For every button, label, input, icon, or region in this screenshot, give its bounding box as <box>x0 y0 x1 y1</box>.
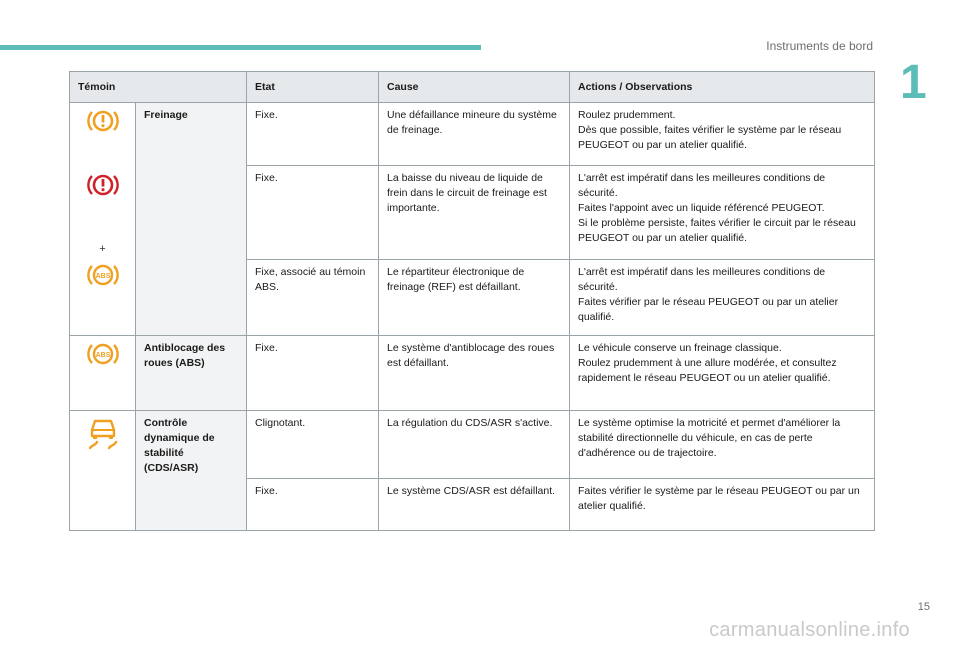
svg-text:ABS: ABS <box>95 273 110 280</box>
action-line: Dès que possible, faites vérifier le système par le réseau PEUGEOT ou par un atelier qualifié. <box>578 124 842 151</box>
actions-cell <box>570 479 875 531</box>
cause-cell: La baisse du niveau de liquide de frein dans le circuit de freinage est importante. <box>379 166 570 260</box>
actions-cell <box>570 411 875 479</box>
action-line: Le véhicule conserve un freinage classique. <box>578 342 782 354</box>
abs-icon <box>86 341 120 367</box>
plus-sign: + <box>99 243 106 255</box>
function-name: Freinage <box>136 103 247 336</box>
col-header-cause: Cause <box>379 72 570 103</box>
abs-icon-cell <box>70 336 136 411</box>
state-cell: Fixe. <box>247 336 379 411</box>
cause-cell: Le système d'antiblocage des roues est défaillant. <box>379 336 570 411</box>
brake-warning-red-icon <box>86 172 120 198</box>
state-cell: Fixe. <box>247 103 379 166</box>
col-header-etat: Etat <box>247 72 379 103</box>
actions-cell <box>570 166 875 260</box>
function-name: Contrôle dynamique de stabilité (CDS/ASR) <box>136 411 247 531</box>
cause-cell: Le répartiteur électronique de freinage (REF) est défaillant. <box>379 260 570 336</box>
action-line: Roulez prudemment. <box>578 109 676 121</box>
action-line: Faites l'appoint avec un liquide référencé PEUGEOT. <box>578 202 825 214</box>
table-row <box>70 103 875 166</box>
col-header-actions: Actions / Observations <box>570 72 875 103</box>
function-name: Antiblocage des roues (ABS) <box>136 336 247 411</box>
chapter-number: 1 <box>900 56 927 109</box>
watermark: carmanualsonline.info <box>709 619 910 641</box>
action-line: L'arrêt est impératif dans les meilleures conditions de sécurité. <box>578 172 826 199</box>
action-line: Si le problème persiste, faites vérifier le circuit par le réseau PEUGEOT ou par un atelier qualifié. <box>578 217 856 244</box>
state-cell: Clignotant. <box>247 411 379 479</box>
svg-text:ABS: ABS <box>95 352 110 359</box>
brake-icons-cell <box>70 103 136 336</box>
section-title: Instruments de bord <box>766 39 873 53</box>
table-row <box>70 336 875 411</box>
page-number: 15 <box>917 601 930 613</box>
brake-warning-amber-icon <box>86 108 120 134</box>
action-line: L'arrêt est impératif dans les meilleures conditions de sécurité. <box>578 266 826 293</box>
action-line: Faites vérifier le système par le réseau PEUGEOT ou par un atelier qualifié. <box>578 485 860 512</box>
actions-cell <box>570 336 875 411</box>
state-cell: Fixe. <box>247 166 379 260</box>
warning-lights-table <box>69 71 875 531</box>
actions-cell <box>570 260 875 336</box>
col-header-temoin: Témoin <box>70 72 247 103</box>
cause-cell: Une défaillance mineure du système de freinage. <box>379 103 570 166</box>
stability-control-icon <box>86 416 120 450</box>
header-accent-bar <box>0 45 481 50</box>
cause-cell: La régulation du CDS/ASR s'active. <box>379 411 570 479</box>
table-row <box>70 411 875 479</box>
cause-cell: Le système CDS/ASR est défaillant. <box>379 479 570 531</box>
action-line: Le système optimise la motricité et permet d'améliorer la stabilité directionnelle du véhicule, en cas de perte d'adhérence ou de trajectoire. <box>578 417 841 459</box>
table-header-row <box>70 72 875 103</box>
actions-cell <box>570 103 875 166</box>
action-line: Faites vérifier par le réseau PEUGEOT ou par un atelier qualifié. <box>578 296 839 323</box>
state-cell: Fixe. <box>247 479 379 531</box>
stability-icon-cell <box>70 411 136 531</box>
state-cell: Fixe, associé au témoin ABS. <box>247 260 379 336</box>
abs-icon <box>86 262 120 288</box>
action-line: Roulez prudemment à une allure modérée, et consultez rapidement le réseau PEUGEOT ou un atelier qualifié. <box>578 357 837 384</box>
chapter-tab <box>900 56 960 109</box>
